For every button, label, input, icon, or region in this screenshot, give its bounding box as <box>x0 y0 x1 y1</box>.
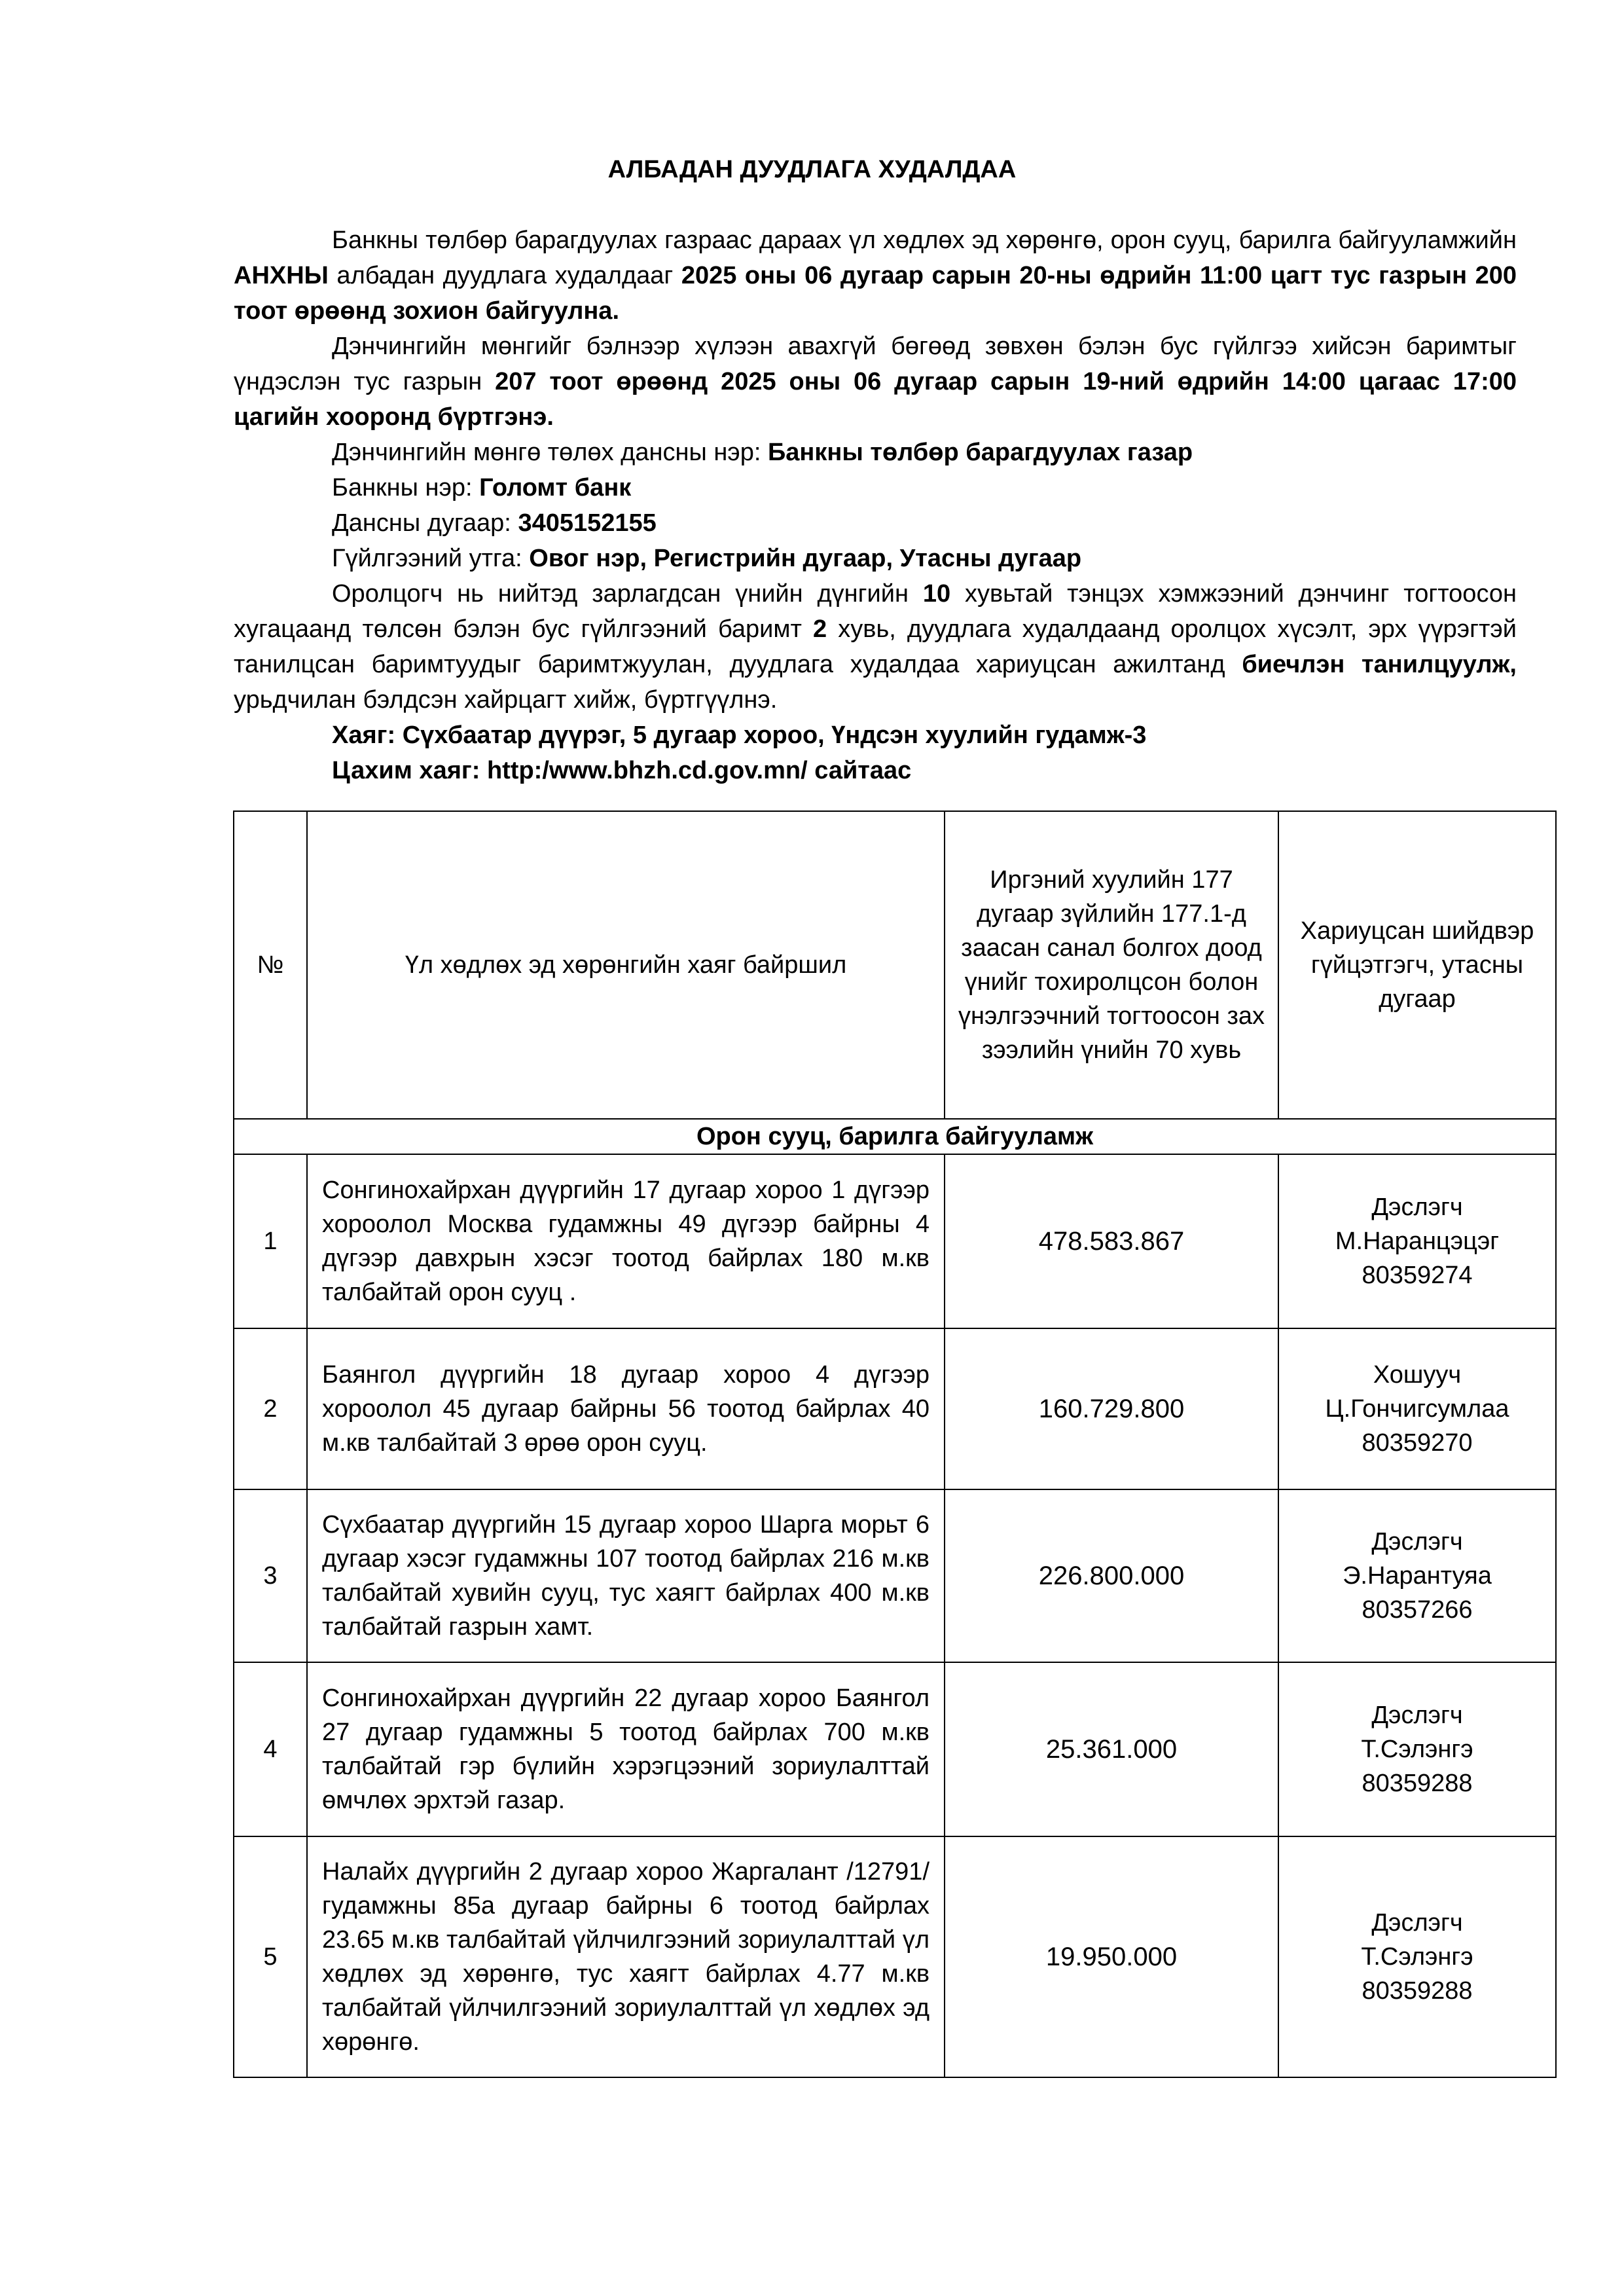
row-address: Сонгинохайрхан дүүргийн 17 дугаар хороо 1 дүгээр хороолол Москва гудамжны 49 дүгээр байрны 4 дүгээр давхрын хэсэг тоотод байрлах 180 м.кв талбайтай орон сууц . <box>307 1154 945 1328</box>
bank-name-label: Банкны нэр: <box>332 474 480 501</box>
officer-phone: 80357266 <box>1362 1596 1473 1624</box>
officer-title: Дэслэгч <box>1371 1702 1463 1729</box>
document-title: АЛБАДАН ДУУДЛАГА ХУДАЛДАА <box>607 156 1017 183</box>
table-row <box>234 1836 1556 2077</box>
intro-paragraph-7 <box>234 576 1517 718</box>
p1-text-2: албадан дуудлага худалдааг <box>328 262 681 289</box>
account-number-value: 3405152155 <box>518 509 657 537</box>
table-row <box>234 1489 1556 1662</box>
intro-paragraph-2 <box>234 329 1517 435</box>
officer-name: Ц.Гончигсумлаа <box>1325 1395 1509 1423</box>
officer-name: М.Наранцэцэг <box>1335 1228 1500 1255</box>
p1-text-1: Банкны төлбөр барагдуулах газраас дараах үл хөдлөх эд хөрөнгө, орон сууц, барилга байгууламжийн <box>332 227 1517 254</box>
row-number: 2 <box>234 1328 307 1489</box>
bank-name-line <box>234 470 1517 505</box>
section-title: Орон сууц, барилга байгууламж <box>234 1119 1556 1154</box>
account-number-line <box>234 505 1517 541</box>
account-name-label: Дэнчингийн мөнгө төлөх дансны нэр: <box>332 439 768 466</box>
account-name-value: Банкны төлбөр барагдуулах газар <box>767 439 1193 466</box>
row-price: 478.583.867 <box>945 1154 1278 1328</box>
officer-title: Дэслэгч <box>1371 1909 1463 1937</box>
row-price: 25.361.000 <box>945 1662 1278 1836</box>
row-officer <box>1278 1489 1556 1662</box>
account-number-label: Дансны дугаар: <box>332 509 518 537</box>
table-section-row <box>234 1119 1556 1154</box>
address-line: Хаяг: Сүхбаатар дүүрэг, 5 дугаар хороо, Үндсэн хуулийн гудамж-3 <box>332 721 1147 749</box>
row-address: Сүхбаатар дүүргийн 15 дугаар хороо Шарга морьт 6 дугаар хэсэг гудамжны 107 тоотод байрлах 216 м.кв талбайтай хувийн сууц, тус хаягт байрлах 400 м.кв талбайтай газрын хамт. <box>307 1489 945 1662</box>
header-price: Иргэний хуулийн 177 дугаар зүйлийн 177.1-д заасан санал болгох доод үнийг тохиролцсон болон үнэлгээчний тогтоосон зах зээлийн үнийн 70 хувь <box>945 811 1278 1119</box>
row-price: 160.729.800 <box>945 1328 1278 1489</box>
row-number: 5 <box>234 1836 307 2077</box>
officer-phone: 80359274 <box>1362 1262 1473 1289</box>
p7-text-3: хувь, дуудлага худалдаанд оролцох хүсэлт, эрх үүрэгтэй танилцсан баримтуудыг баримтжуулан, дуудлага худалдаа хариуцсан ажилтанд <box>234 615 1517 678</box>
p1-bold-2: 2025 оны 06 дугаар сарын 20-ны өдрийн 11:00 цагт тус газрын 200 тоот өрөөнд зохион байгуулна. <box>234 262 1517 325</box>
table-row <box>234 1154 1556 1328</box>
row-address: Сонгинохайрхан дүүргийн 22 дугаар хороо Баянгол 27 дугаар гудамжны 5 тоотод байрлах 700 м.кв талбайтай гэр бүлийн хэрэгцээний зориулалттай өмчлөх эрхтэй газар. <box>307 1662 945 1836</box>
p2-bold-1: 207 тоот өрөөнд 2025 оны 06 дугаар сарын 19-ний өдрийн 14:00 цагаас 17:00 цагийн хооронд бүртгэнэ. <box>234 368 1517 431</box>
row-officer <box>1278 1154 1556 1328</box>
officer-title: Дэслэгч <box>1371 1194 1463 1221</box>
table-row <box>234 1328 1556 1489</box>
p7-bold-3: биечлэн танилцуулж, <box>1242 651 1517 678</box>
p1-bold-1: АНХНЫ <box>234 262 329 289</box>
p7-bold-2: 2 <box>813 615 827 643</box>
header-number: № <box>234 811 307 1119</box>
row-price: 226.800.000 <box>945 1489 1278 1662</box>
officer-name: Э.Нарантуяа <box>1343 1562 1492 1590</box>
officer-title: Дэслэгч <box>1371 1528 1463 1556</box>
row-price: 19.950.000 <box>945 1836 1278 2077</box>
transaction-note-line <box>234 541 1517 576</box>
document-body <box>234 223 1517 788</box>
row-number: 4 <box>234 1662 307 1836</box>
row-number: 3 <box>234 1489 307 1662</box>
officer-phone: 80359288 <box>1362 1770 1473 1797</box>
p7-text-1: Оролцогч нь нийтэд зарлагдсан үнийн дүнгийн <box>332 580 923 608</box>
row-number: 1 <box>234 1154 307 1328</box>
table-header-row <box>234 811 1556 1119</box>
row-address: Налайх дүүргийн 2 дугаар хороо Жаргалант /12791/ гудамжны 85а дугаар байрны 6 тоотод байрлах 23.65 м.кв талбайтай үйлчилгээний зориулалттай үл хөдлөх эд хөрөнгө, тус хаягт байрлах 4.77 м.кв талбайтай үйлчилгээний зориулалттай үл хөдлөх эд хөрөнгө. <box>307 1836 945 2077</box>
officer-title: Хошууч <box>1373 1361 1462 1389</box>
intro-paragraph-1 <box>234 223 1517 329</box>
officer-name: Т.Сэлэнгэ <box>1361 1736 1473 1763</box>
row-officer <box>1278 1836 1556 2077</box>
officer-phone: 80359270 <box>1362 1429 1473 1457</box>
account-name-line <box>234 435 1517 470</box>
website-line: Цахим хаяг: http:/www.bhzh.cd.gov.mn/ сайтаас <box>332 757 912 784</box>
officer-name: Т.Сэлэнгэ <box>1361 1943 1473 1971</box>
officer-phone: 80359288 <box>1362 1977 1473 2005</box>
bank-name-value: Голомт банк <box>479 474 632 501</box>
p7-bold-1: 10 <box>922 580 951 608</box>
transaction-note-value: Овог нэр, Регистрийн дугаар, Утасны дугаар <box>529 545 1082 572</box>
row-officer <box>1278 1328 1556 1489</box>
header-officer: Хариуцсан шийдвэр гүйцэтгэгч, утасны дугаар <box>1278 811 1556 1119</box>
auction-table <box>233 811 1557 2078</box>
table-row <box>234 1662 1556 1836</box>
p7-text-4: урьдчилан бэлдсэн хайрцагт хийж, бүртгүүлнэ. <box>234 686 778 714</box>
p2-text-1: Дэнчингийн мөнгийг бэлнээр хүлээн авахгүй бөгөөд зөвхөн бэлэн бус гүйлгээ хийсэн баримтыг үндэслэн тус газрын <box>234 333 1517 395</box>
row-address: Баянгол дүүргийн 18 дугаар хороо 4 дүгээр хороолол 45 дугаар байрны 56 тоотод байрлах 40 м.кв талбайтай 3 өрөө орон сууц. <box>307 1328 945 1489</box>
p7-text-2: хувьтай тэнцэх хэмжээний дэнчинг тогтоосон хугацаанд төлсөн бэлэн бус гүйлгээний баримт <box>234 580 1517 643</box>
header-address: Үл хөдлөх эд хөрөнгийн хаяг байршил <box>307 811 945 1119</box>
transaction-note-label: Гүйлгээний утга: <box>332 545 530 572</box>
row-officer <box>1278 1662 1556 1836</box>
